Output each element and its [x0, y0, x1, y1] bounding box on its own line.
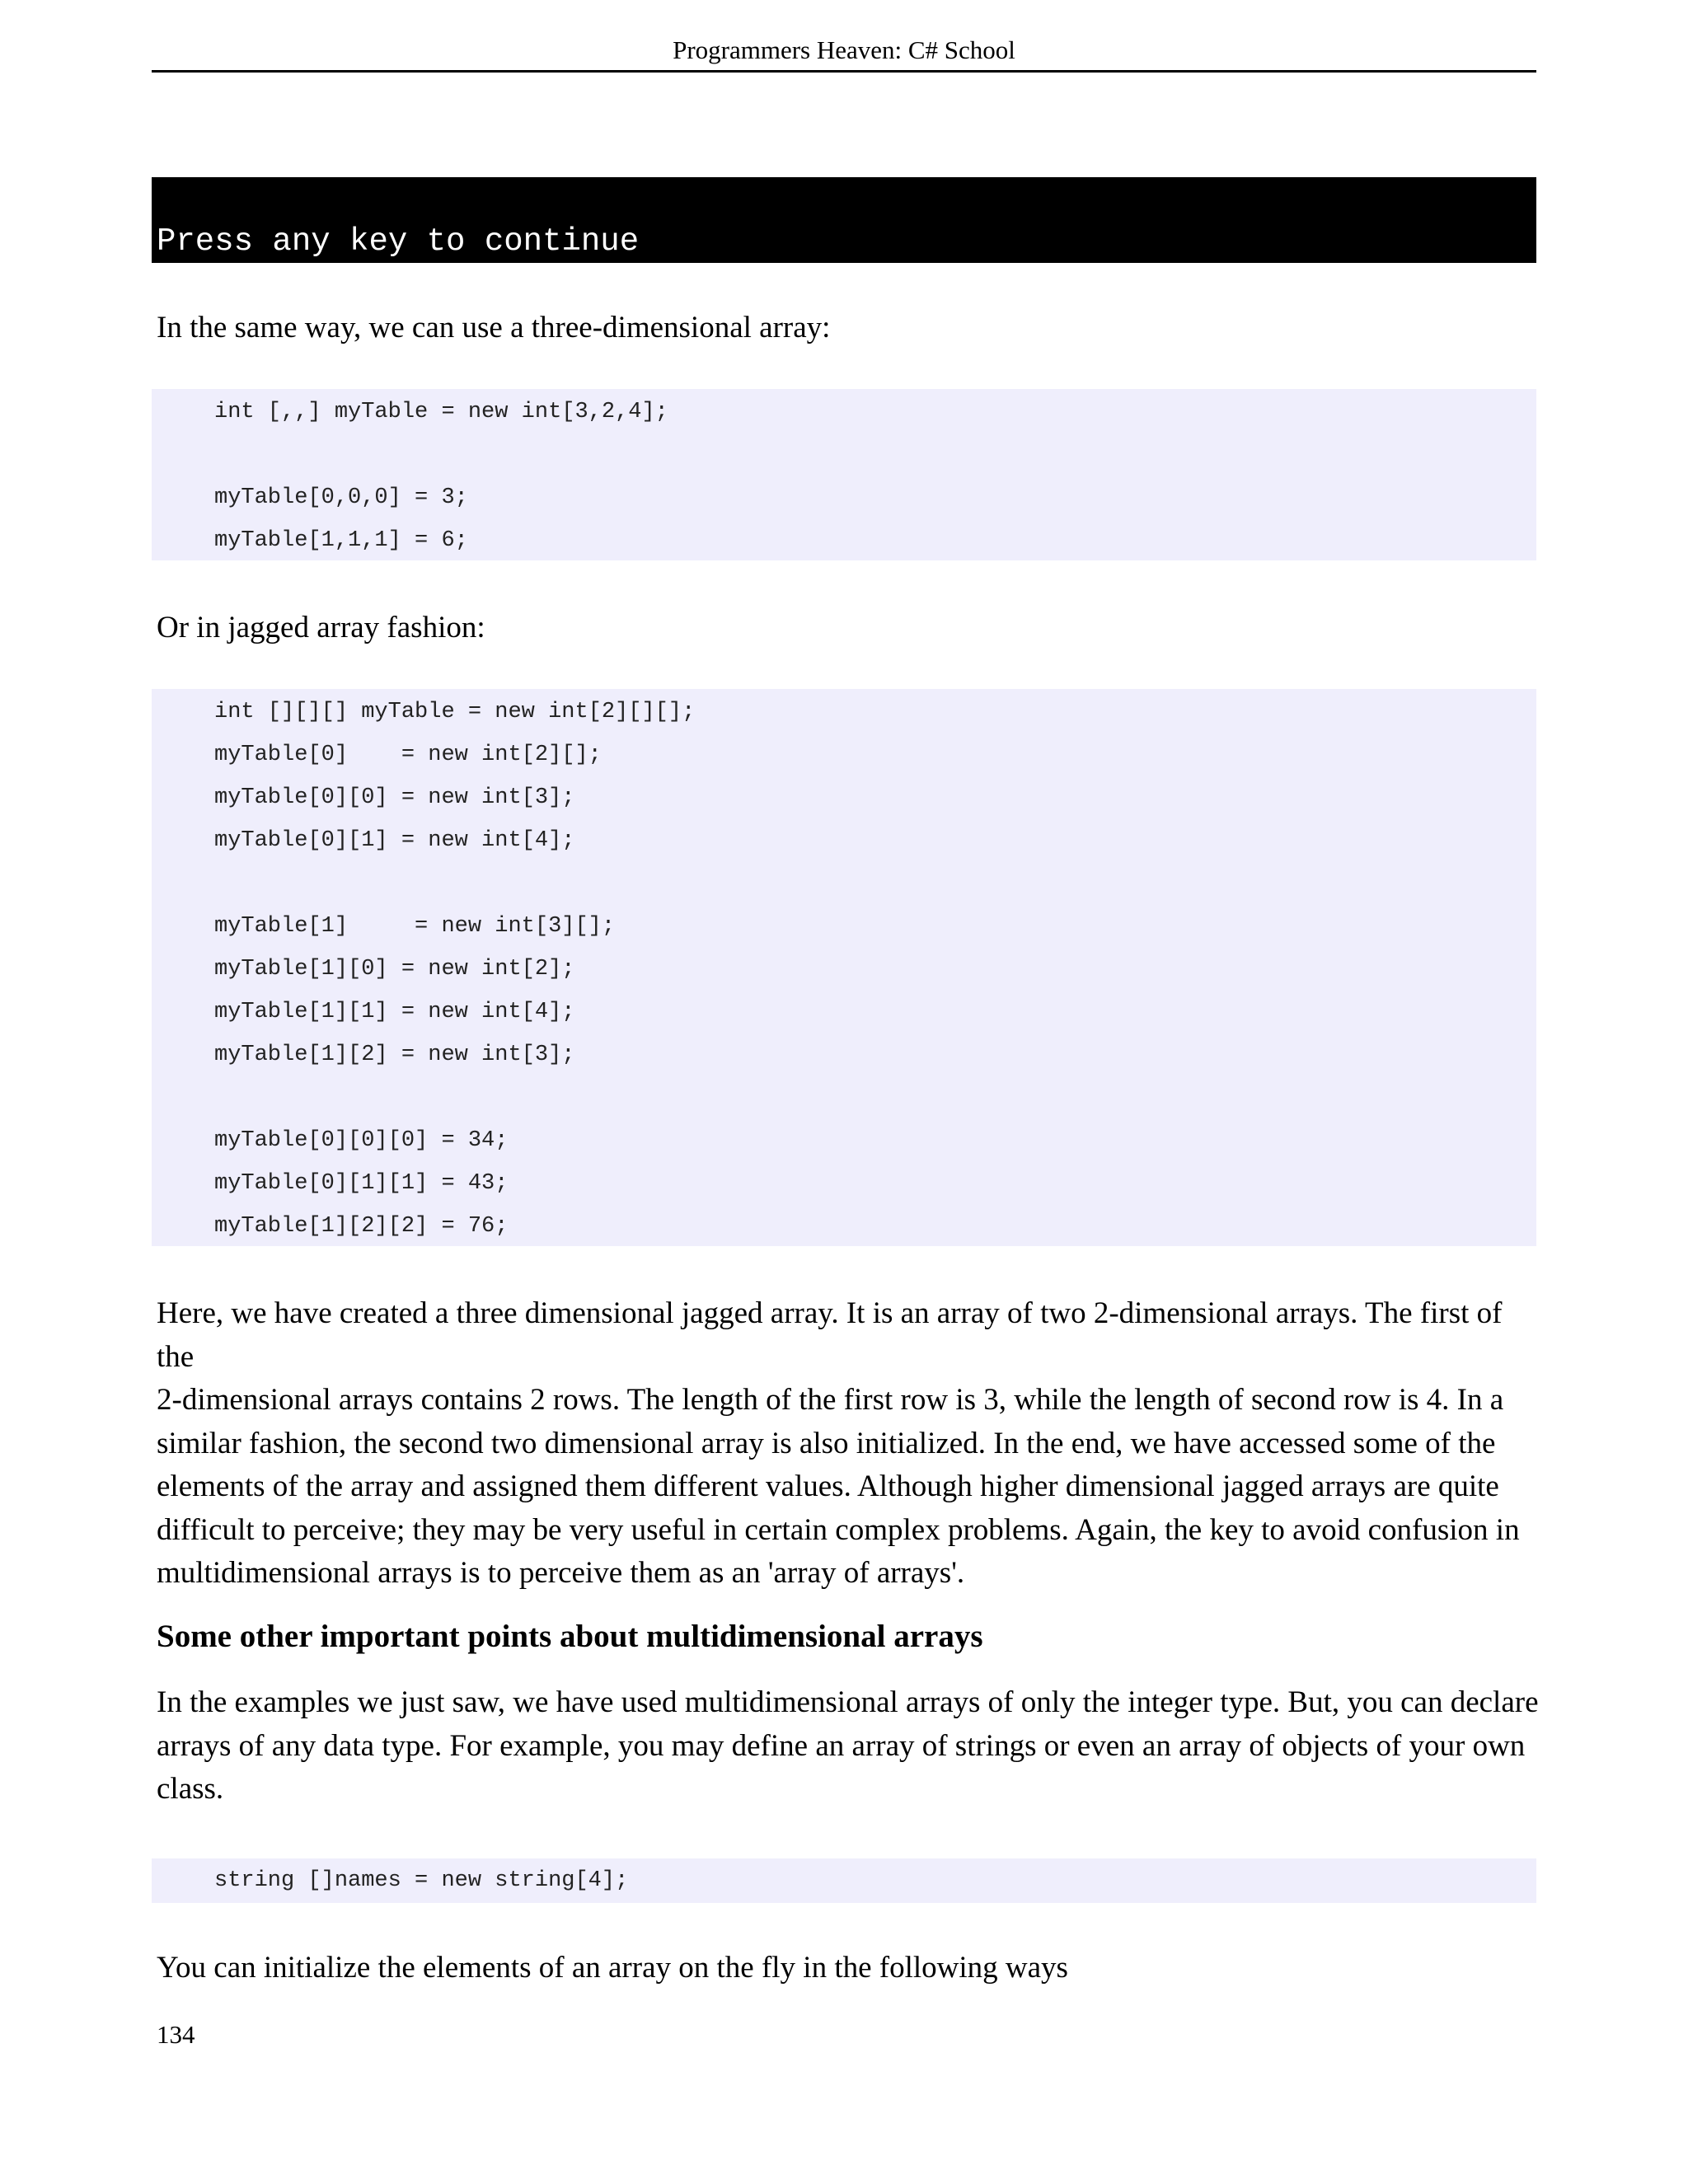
paragraph-jagged-explanation: [157, 1292, 1541, 1596]
code-line: myTable[0,0,0] = 3;: [214, 485, 468, 510]
code-line: myTable[0][0] = new int[3];: [214, 785, 575, 810]
paragraph-line: difficult to perceive; they may be very useful in certain complex problems. Again, the key to avoid confusion in: [157, 1512, 1520, 1547]
code-line: myTable[0][1] = new int[4];: [214, 828, 575, 853]
console-text: Press any key to continue: [157, 223, 640, 260]
paragraph-jagged-intro: Or in jagged array fashion:: [157, 611, 485, 644]
code-line: myTable[1][2] = new int[3];: [214, 1043, 575, 1067]
paragraph-line: arrays of any data type. For example, you may define an array of strings or even an array of objects of your own: [157, 1728, 1526, 1763]
paragraph-line: 2-dimensional arrays contains 2 rows. The length of the first row is 3, while the length of second row is 4. In a: [157, 1383, 1504, 1417]
code-line: myTable[1][1] = new int[4];: [214, 1000, 575, 1024]
paragraph-initialize: You can initialize the elements of an array on the fly in the following ways: [157, 1951, 1068, 1985]
page-number: 134: [157, 2020, 195, 2049]
code-line: myTable[0] = new int[2][];: [214, 743, 602, 767]
code-line: myTable[1][2][2] = 76;: [214, 1214, 509, 1239]
paragraph-line: In the examples we just saw, we have used multidimensional arrays of only the integer type. But, you can declare: [157, 1685, 1539, 1719]
code-line: myTable[1,1,1] = 6;: [214, 528, 468, 553]
console-output: [152, 177, 1536, 263]
code-line: myTable[1] = new int[3][];: [214, 914, 616, 939]
section-heading: Some other important points about multidimensional arrays: [157, 1619, 983, 1654]
paragraph-data-types: [157, 1681, 1541, 1811]
code-line: int [,,] myTable = new int[3,2,4];: [214, 400, 668, 424]
code-block-string-array: [152, 1858, 1536, 1903]
paragraph-line: Here, we have created a three dimensional jagged array. It is an array of two 2-dimensional arrays. The first of the: [157, 1296, 1503, 1374]
paragraph-intro-3d: In the same way, we can use a three-dimensional array:: [157, 311, 831, 344]
code-line: myTable[1][0] = new int[2];: [214, 957, 575, 982]
code-line: int [][][] myTable = new int[2][][];: [214, 700, 696, 724]
page-header: Programmers Heaven: C# School: [152, 36, 1536, 73]
paragraph-line: elements of the array and assigned them different values. Although higher dimensional jagged arrays are quite: [157, 1469, 1499, 1503]
paragraph-line: class.: [157, 1772, 224, 1806]
code-block-jagged-array: [152, 689, 1536, 1246]
paragraph-line: similar fashion, the second two dimensional array is also initialized. In the end, we have accessed some of the: [157, 1426, 1496, 1460]
code-line: myTable[0][1][1] = 43;: [214, 1171, 509, 1196]
code-line: string []names = new string[4];: [214, 1868, 629, 1893]
code-block-3d-array: [152, 389, 1536, 560]
paragraph-line: multidimensional arrays is to perceive them as an 'array of arrays'.: [157, 1556, 965, 1590]
code-line: myTable[0][0][0] = 34;: [214, 1128, 509, 1153]
